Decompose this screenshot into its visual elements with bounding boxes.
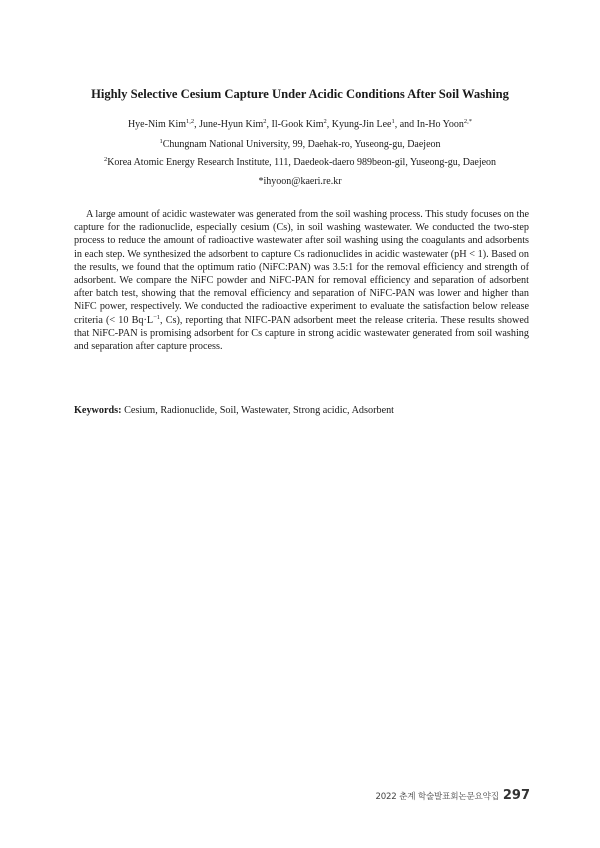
author-name: Il-Gook Kim — [271, 119, 324, 130]
author-affiliation-mark: 2 — [263, 118, 267, 125]
author-separator: , and — [394, 119, 417, 130]
keywords-label: Keywords: — [74, 405, 122, 416]
author-separator: , — [266, 119, 272, 130]
abstract-text: A large amount of acidic wastewater was generated from the soil washing process. This study focuses on the capture for the radionuclide, especially cesium (Cs), in soil washing wastewater. We conducted the two-step process to reduce the amount of radioactive wastewater after soil washing using the coagulants and adsorbents in each step. We synthesized the adsorbent to capture Cs radionuclides in acidic wastewater (pH < 1). Based on the results, we found that the optimum ratio (NiFC:PAN) was 3.5:1 for the removal efficiency and strength of adsorbent. We compare the NiFC powder and NiFC-PAN for removal efficiency and separation of adsorbent after batch test, showing that the removal efficiency and separation of NiFC-PAN was lower and higher than NiFC power, respectively. We conducted the radioactive experiment to evaluate the satisfaction below release criteria (< 10 Bq·L — [74, 209, 529, 326]
affiliation-1-text: Chungnam National University, 99, Daehak-ro, Yuseong-gu, Daejeon — [162, 139, 441, 150]
author-separator: , — [194, 119, 200, 130]
author-affiliation-mark: 2 — [323, 118, 327, 125]
affiliation-2-mark: 2 — [103, 156, 108, 163]
author-name: Hye-Nim Kim — [127, 119, 186, 130]
conference-name: 2022 춘계 학술발표회논문요약집 — [375, 792, 499, 802]
affiliation-1 — [40, 138, 560, 152]
affiliation-1-mark: 1 — [159, 138, 163, 145]
paper-title: Highly Selective Cesium Capture Under Acidic Conditions After Soil Washing — [91, 87, 509, 101]
abstract-paragraph — [74, 208, 529, 353]
abstract-superscript: −1 — [153, 313, 161, 321]
author-name: Kyung-Jin Lee — [331, 119, 392, 130]
author-affiliation-mark: 1 — [391, 118, 395, 125]
author-separator: , — [326, 119, 332, 130]
author-name: In-Ho Yoon — [416, 119, 464, 130]
abstract-text-end: , Cs), reporting that NIFC-PAN adsorbent meet the release criteria. These results showed that NiFC-PAN is promising adsorbent for Cs capture in strong acidic wastewater generated from soil washing and separation after capture process. — [74, 314, 529, 353]
author-name: June-Hyun Kim — [199, 119, 264, 130]
affiliation-2-text: Korea Atomic Energy Research Institute, 111, Daedeok-daero 989beon-gil, Yuseong-gu, Daejeon — [107, 157, 497, 168]
keywords-list: Cesium, Radionuclide, Soil, Wastewater, Strong acidic, Adsorbent — [124, 405, 395, 416]
author-affiliation-mark: 1,2 — [186, 118, 195, 125]
keywords-line — [74, 404, 529, 417]
page-number: 297 — [502, 788, 530, 803]
page-footer — [376, 788, 531, 803]
author-affiliation-mark: 2,* — [463, 118, 473, 125]
corresponding-email: *ihyoon@kaeri.re.kr — [258, 176, 342, 187]
author-list — [60, 118, 540, 132]
affiliation-2 — [40, 156, 560, 170]
